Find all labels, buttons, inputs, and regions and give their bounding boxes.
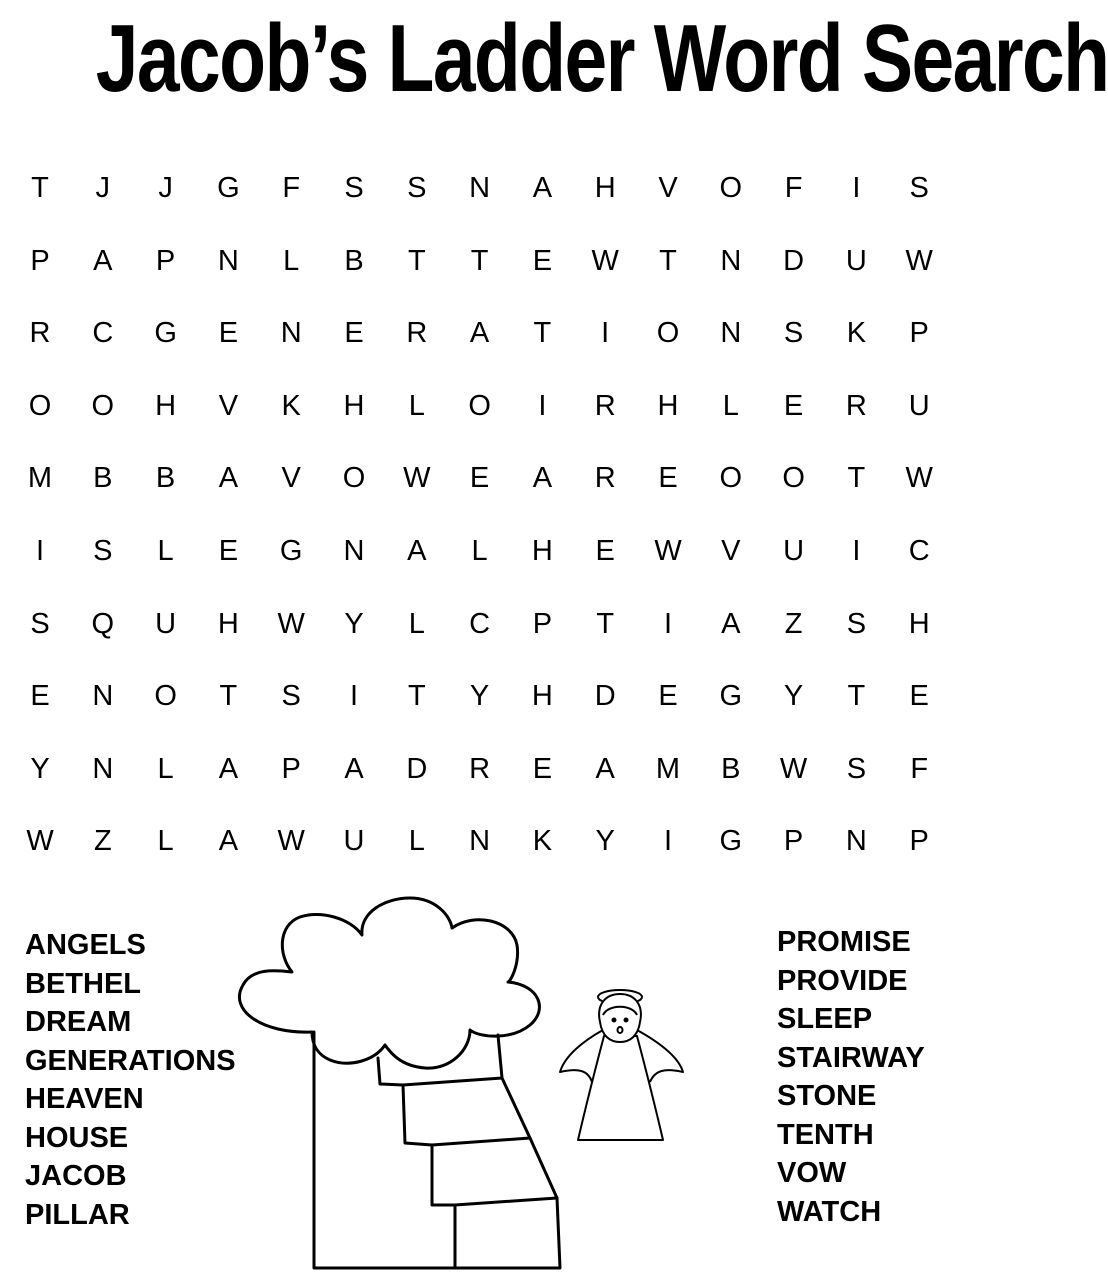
word-list-item: DREAM xyxy=(25,1006,132,1038)
grid-letter: S xyxy=(93,535,113,567)
grid-letter: G xyxy=(154,317,177,350)
word-list-item: TENTH xyxy=(777,1118,874,1151)
grid-letter: J xyxy=(95,172,111,204)
grid-letter: I xyxy=(663,825,673,858)
grid-letter: L xyxy=(408,389,425,422)
grid-letter: R xyxy=(594,462,616,495)
grid-letter: S xyxy=(344,172,364,204)
word-list-item: BETHEL xyxy=(25,967,141,1000)
grid-letter: J xyxy=(158,172,173,204)
grid-letter: G xyxy=(217,172,240,204)
word-list-item: PILLAR xyxy=(25,1198,130,1231)
grid-letter: L xyxy=(283,244,300,277)
grid-letter: I xyxy=(35,535,45,567)
grid-letter: S xyxy=(846,607,867,640)
grid-letter: N xyxy=(720,317,742,350)
grid-letter: N xyxy=(343,535,365,567)
grid-letter: W xyxy=(654,535,682,567)
grid-letter: T xyxy=(847,462,866,495)
grid-letter: A xyxy=(218,462,239,495)
grid-letter: L xyxy=(157,825,174,858)
grid-letter: L xyxy=(722,389,739,422)
word-list-item: HOUSE xyxy=(25,1121,129,1154)
grid-letter: N xyxy=(720,244,742,277)
grid-letter: O xyxy=(719,172,743,204)
grid-letter: K xyxy=(281,389,301,422)
grid-letter: T xyxy=(596,607,615,640)
grid-letter: O xyxy=(656,317,680,350)
grid-letter: E xyxy=(909,680,929,713)
grid-letter: P xyxy=(281,752,301,785)
grid-letter: A xyxy=(595,752,615,785)
grid-letter: Z xyxy=(93,825,112,858)
grid-letter: A xyxy=(344,752,364,785)
grid-letter: W xyxy=(277,825,305,858)
grid-letter: Q xyxy=(91,607,115,640)
grid-letter: O xyxy=(154,680,177,713)
grid-letter: B xyxy=(155,462,176,495)
grid-letter: N xyxy=(217,244,239,277)
grid-letter: T xyxy=(407,244,426,277)
grid-letter: U xyxy=(155,607,177,640)
grid-letter: E xyxy=(30,680,50,713)
grid-letter: F xyxy=(784,172,803,204)
grid-letter: E xyxy=(218,317,239,350)
grid-letter: N xyxy=(280,317,302,350)
grid-letter: T xyxy=(847,680,866,713)
grid-letter: G xyxy=(279,535,303,567)
grid-letter: Y xyxy=(783,680,804,713)
grid-letter: S xyxy=(407,172,427,204)
grid-letter: P xyxy=(909,317,929,350)
word-list-item: GENERATIONS xyxy=(25,1044,236,1077)
grid-letter: O xyxy=(28,389,52,422)
grid-letter: A xyxy=(218,825,239,858)
grid-letter: B xyxy=(721,752,741,785)
grid-letter: R xyxy=(406,317,428,350)
grid-letter: W xyxy=(403,462,431,495)
grid-letter: H xyxy=(531,680,553,713)
grid-letter: T xyxy=(533,317,552,350)
grid-letter: E xyxy=(595,535,615,567)
grid-letter: D xyxy=(594,680,616,713)
grid-letter: E xyxy=(532,244,553,277)
grid-letter: H xyxy=(217,607,239,640)
grid-letter: R xyxy=(845,389,867,422)
grid-letter: S xyxy=(909,172,929,204)
grid-letter: Y xyxy=(469,680,490,713)
grid-letter: S xyxy=(846,752,867,785)
grid-letter: M xyxy=(27,462,53,495)
word-list-item: JACOB xyxy=(25,1160,127,1192)
grid-letter: W xyxy=(905,462,933,495)
grid-letter: I xyxy=(601,317,610,350)
grid-letter: F xyxy=(282,172,301,204)
grid-letter: W xyxy=(779,752,808,785)
grid-letter: E xyxy=(218,535,239,567)
grid-letter: P xyxy=(532,607,553,640)
grid-letter: W xyxy=(591,244,619,277)
grid-letter: T xyxy=(219,680,238,713)
grid-letter: B xyxy=(344,244,364,277)
grid-letter: G xyxy=(719,825,743,858)
word-list-item: PROVIDE xyxy=(777,964,908,997)
grid-letter: V xyxy=(658,172,678,204)
grid-letter: A xyxy=(218,752,239,785)
grid-letter: O xyxy=(468,389,491,422)
grid-letter: W xyxy=(905,244,933,277)
grid-letter: C xyxy=(469,607,491,640)
grid-letter: P xyxy=(30,244,50,277)
grid-letter: E xyxy=(532,752,553,785)
grid-letter: P xyxy=(783,825,804,858)
grid-letter: R xyxy=(29,317,51,350)
grid-letter: H xyxy=(343,389,365,422)
grid-letter: T xyxy=(31,172,49,204)
grid-letter: T xyxy=(470,244,489,277)
grid-letter: D xyxy=(783,244,805,277)
grid-letter: N xyxy=(469,172,491,204)
grid-letter: L xyxy=(408,607,425,640)
grid-letter: E xyxy=(658,462,678,495)
grid-letter: F xyxy=(910,752,929,785)
grid-letter: V xyxy=(218,389,239,422)
grid-letter: I xyxy=(663,607,673,640)
grid-letter: C xyxy=(908,535,930,567)
grid-letter: Y xyxy=(344,607,364,640)
grid-letter: K xyxy=(532,825,553,858)
word-list-item: VOW xyxy=(777,1157,847,1189)
grid-letter: A xyxy=(721,607,741,640)
grid-letter: W xyxy=(277,607,305,640)
grid-letter: H xyxy=(657,389,679,422)
grid-letter: P xyxy=(909,825,929,858)
grid-letter: L xyxy=(408,825,425,858)
angel-icon xyxy=(560,990,683,1140)
word-list-item: PROMISE xyxy=(777,926,911,958)
grid-letter: N xyxy=(469,825,491,858)
grid-letter: N xyxy=(92,680,114,713)
grid-letter: T xyxy=(659,244,677,277)
grid-letter: E xyxy=(469,462,490,495)
grid-letter: S xyxy=(30,607,50,640)
grid-letter: V xyxy=(281,462,301,495)
grid-letter: S xyxy=(281,680,301,713)
word-list-item: SLEEP xyxy=(777,1003,873,1035)
grid-letter: E xyxy=(783,389,804,422)
grid-letter: N xyxy=(92,752,114,785)
grid-letter: I xyxy=(852,172,861,204)
grid-letter: E xyxy=(658,680,678,713)
word-list-item: ANGELS xyxy=(25,929,146,961)
grid-letter: N xyxy=(845,825,867,858)
page-title: Jacob’s Ladder Word Search xyxy=(95,5,1108,112)
grid-letter: D xyxy=(406,752,428,785)
grid-letter: Y xyxy=(595,825,615,858)
grid-letter: S xyxy=(783,317,804,350)
grid-letter: H xyxy=(908,607,930,640)
grid-letter: U xyxy=(343,825,365,858)
grid-letter: G xyxy=(719,680,743,713)
grid-letter: P xyxy=(155,244,176,277)
grid-letter: O xyxy=(782,462,805,495)
grid-letter: A xyxy=(93,244,113,277)
word-list-item: WATCH xyxy=(777,1195,882,1228)
grid-letter: R xyxy=(469,752,491,785)
grid-letter: O xyxy=(719,462,743,495)
grid-letter: A xyxy=(469,317,490,350)
grid-letter: L xyxy=(157,535,174,567)
grid-letter: T xyxy=(407,680,426,713)
grid-letter: E xyxy=(344,317,364,350)
grid-letter: K xyxy=(846,317,867,350)
grid-letter: A xyxy=(532,462,553,495)
grid-letter: H xyxy=(155,389,177,422)
grid-letter: U xyxy=(783,535,805,567)
grid-letter: R xyxy=(594,389,616,422)
grid-letter: L xyxy=(157,752,174,785)
grid-letter: H xyxy=(594,172,616,204)
grid-letter: C xyxy=(92,317,114,350)
grid-letter: A xyxy=(407,535,427,567)
grid-letter: O xyxy=(342,462,366,495)
word-list-item: STONE xyxy=(777,1080,877,1112)
grid-letter: O xyxy=(91,389,115,422)
grid-letter: W xyxy=(26,825,54,858)
word-list-item: HEAVEN xyxy=(25,1083,144,1115)
grid-letter: L xyxy=(471,535,488,567)
grid-letter: Y xyxy=(30,752,50,785)
grid-letter: V xyxy=(721,535,741,567)
grid-letter: U xyxy=(908,389,930,422)
grid-letter: U xyxy=(845,244,867,277)
grid-letter: Z xyxy=(784,607,803,640)
grid-letter: M xyxy=(655,752,681,785)
word-list-item: STAIRWAY xyxy=(777,1041,925,1074)
grid-letter: I xyxy=(538,389,547,422)
grid-letter: H xyxy=(531,535,553,567)
grid-letter: I xyxy=(349,680,359,713)
grid-letter: I xyxy=(852,535,861,567)
grid-letter: A xyxy=(532,172,553,204)
grid-letter: B xyxy=(93,462,113,495)
